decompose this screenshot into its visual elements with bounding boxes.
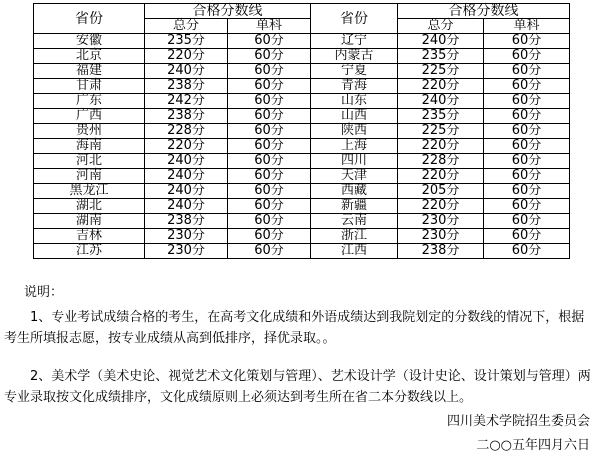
province-cell: 广西 bbox=[34, 109, 145, 124]
single-cell: 60分 bbox=[484, 169, 570, 184]
single-cell: 60分 bbox=[484, 79, 570, 94]
single-cell: 60分 bbox=[228, 199, 311, 214]
total-cell: 238分 bbox=[398, 244, 484, 259]
single-cell: 60分 bbox=[484, 154, 570, 169]
province-cell: 广东 bbox=[34, 94, 145, 109]
province-cell: 贵州 bbox=[34, 124, 145, 139]
single-cell: 60分 bbox=[484, 109, 570, 124]
header-total-right: 总分 bbox=[398, 19, 484, 34]
table-row bbox=[34, 109, 570, 124]
single-cell: 60分 bbox=[484, 184, 570, 199]
total-cell: 230分 bbox=[145, 229, 228, 244]
total-cell: 240分 bbox=[145, 154, 228, 169]
province-cell: 云南 bbox=[311, 214, 398, 229]
table-row bbox=[34, 34, 570, 49]
single-cell: 60分 bbox=[228, 154, 311, 169]
single-cell: 60分 bbox=[484, 64, 570, 79]
total-cell: 205分 bbox=[398, 184, 484, 199]
single-cell: 60分 bbox=[484, 124, 570, 139]
total-cell: 220分 bbox=[398, 199, 484, 214]
single-cell: 60分 bbox=[228, 229, 311, 244]
notes-label: 说明： bbox=[24, 285, 64, 300]
single-cell: 60分 bbox=[228, 124, 311, 139]
province-cell: 河北 bbox=[34, 154, 145, 169]
single-cell: 60分 bbox=[228, 64, 311, 79]
total-cell: 225分 bbox=[398, 124, 484, 139]
province-cell: 海南 bbox=[34, 139, 145, 154]
header-province-right: 省份 bbox=[311, 4, 398, 34]
total-cell: 238分 bbox=[145, 214, 228, 229]
total-cell: 225分 bbox=[398, 64, 484, 79]
total-cell: 230分 bbox=[398, 214, 484, 229]
table-row bbox=[34, 139, 570, 154]
issuing-organization: 四川美术学院招生委员会 bbox=[446, 414, 590, 429]
province-cell: 西藏 bbox=[311, 184, 398, 199]
total-cell: 230分 bbox=[145, 244, 228, 259]
total-cell: 238分 bbox=[145, 79, 228, 94]
total-cell: 220分 bbox=[398, 169, 484, 184]
single-cell: 60分 bbox=[228, 139, 311, 154]
header-total-left: 总分 bbox=[145, 19, 228, 34]
note-paragraph-2: 2、美术学（美术史论、视觉艺术文化策划与管理）、艺术设计学（设计史论、设计策划与管理）两专业录取按文化成绩排序，文化成绩原则上必须达到考生所在省二本分数线以上。 bbox=[4, 369, 591, 405]
total-cell: 228分 bbox=[145, 124, 228, 139]
province-cell: 上海 bbox=[311, 139, 398, 154]
province-cell: 宁夏 bbox=[311, 64, 398, 79]
note-paragraph-1: 1、专业考试成绩合格的考生，在高考文化成绩和外语成绩达到我院划定的分数线的情况下，根据考生所填报志愿，按专业成绩从高到低排序，择优录取。。 bbox=[4, 310, 585, 346]
total-cell: 220分 bbox=[145, 139, 228, 154]
province-cell: 山东 bbox=[311, 94, 398, 109]
table-row bbox=[34, 214, 570, 229]
total-cell: 220分 bbox=[398, 139, 484, 154]
table-row bbox=[34, 244, 570, 259]
single-cell: 60分 bbox=[484, 229, 570, 244]
province-cell: 四川 bbox=[311, 154, 398, 169]
province-cell: 浙江 bbox=[311, 229, 398, 244]
total-cell: 240分 bbox=[145, 64, 228, 79]
province-cell: 福建 bbox=[34, 64, 145, 79]
province-cell: 河南 bbox=[34, 169, 145, 184]
table-row bbox=[34, 49, 570, 64]
table-row bbox=[34, 169, 570, 184]
table-row bbox=[34, 199, 570, 214]
header-qualifying-right: 合格分数线 bbox=[398, 4, 570, 19]
province-cell: 江西 bbox=[311, 244, 398, 259]
total-cell: 230分 bbox=[398, 229, 484, 244]
single-cell: 60分 bbox=[484, 214, 570, 229]
issue-date: 二○○五年四月六日 bbox=[476, 438, 590, 453]
total-cell: 240分 bbox=[145, 169, 228, 184]
single-cell: 60分 bbox=[228, 214, 311, 229]
single-cell: 60分 bbox=[228, 94, 311, 109]
province-cell: 内蒙古 bbox=[311, 49, 398, 64]
single-cell: 60分 bbox=[228, 49, 311, 64]
table-row bbox=[34, 94, 570, 109]
total-cell: 240分 bbox=[145, 199, 228, 214]
score-table bbox=[33, 3, 570, 259]
province-cell: 新疆 bbox=[311, 199, 398, 214]
total-cell: 235分 bbox=[398, 49, 484, 64]
total-cell: 220分 bbox=[145, 49, 228, 64]
province-cell: 青海 bbox=[311, 79, 398, 94]
table-row bbox=[34, 229, 570, 244]
province-cell: 陕西 bbox=[311, 124, 398, 139]
province-cell: 辽宁 bbox=[311, 34, 398, 49]
total-cell: 228分 bbox=[398, 154, 484, 169]
single-cell: 60分 bbox=[228, 184, 311, 199]
province-cell: 天津 bbox=[311, 169, 398, 184]
single-cell: 60分 bbox=[484, 49, 570, 64]
single-cell: 60分 bbox=[228, 169, 311, 184]
total-cell: 240分 bbox=[398, 94, 484, 109]
total-cell: 242分 bbox=[145, 94, 228, 109]
total-cell: 220分 bbox=[398, 79, 484, 94]
province-cell: 山西 bbox=[311, 109, 398, 124]
header-row-1 bbox=[34, 4, 570, 19]
single-cell: 60分 bbox=[228, 109, 311, 124]
province-cell: 江苏 bbox=[34, 244, 145, 259]
total-cell: 235分 bbox=[145, 34, 228, 49]
single-cell: 60分 bbox=[484, 139, 570, 154]
single-cell: 60分 bbox=[484, 34, 570, 49]
province-cell: 北京 bbox=[34, 49, 145, 64]
total-cell: 235分 bbox=[398, 109, 484, 124]
table-row bbox=[34, 79, 570, 94]
single-cell: 60分 bbox=[228, 34, 311, 49]
table-row bbox=[34, 124, 570, 139]
table-row bbox=[34, 184, 570, 199]
header-province-left: 省份 bbox=[34, 4, 145, 34]
header-qualifying-left: 合格分数线 bbox=[145, 4, 311, 19]
notes-section bbox=[4, 282, 594, 408]
total-cell: 238分 bbox=[145, 109, 228, 124]
table-row bbox=[34, 154, 570, 169]
total-cell: 240分 bbox=[398, 34, 484, 49]
province-cell: 安徽 bbox=[34, 34, 145, 49]
single-cell: 60分 bbox=[484, 94, 570, 109]
single-cell: 60分 bbox=[228, 244, 311, 259]
province-cell: 湖北 bbox=[34, 199, 145, 214]
province-cell: 黑龙江 bbox=[34, 184, 145, 199]
header-single-right: 单科 bbox=[484, 19, 570, 34]
header-single-left: 单科 bbox=[228, 19, 311, 34]
province-cell: 吉林 bbox=[34, 229, 145, 244]
single-cell: 60分 bbox=[484, 199, 570, 214]
province-cell: 甘肃 bbox=[34, 79, 145, 94]
single-cell: 60分 bbox=[228, 79, 311, 94]
total-cell: 240分 bbox=[145, 184, 228, 199]
table-row bbox=[34, 64, 570, 79]
single-cell: 60分 bbox=[484, 244, 570, 259]
province-cell: 湖南 bbox=[34, 214, 145, 229]
